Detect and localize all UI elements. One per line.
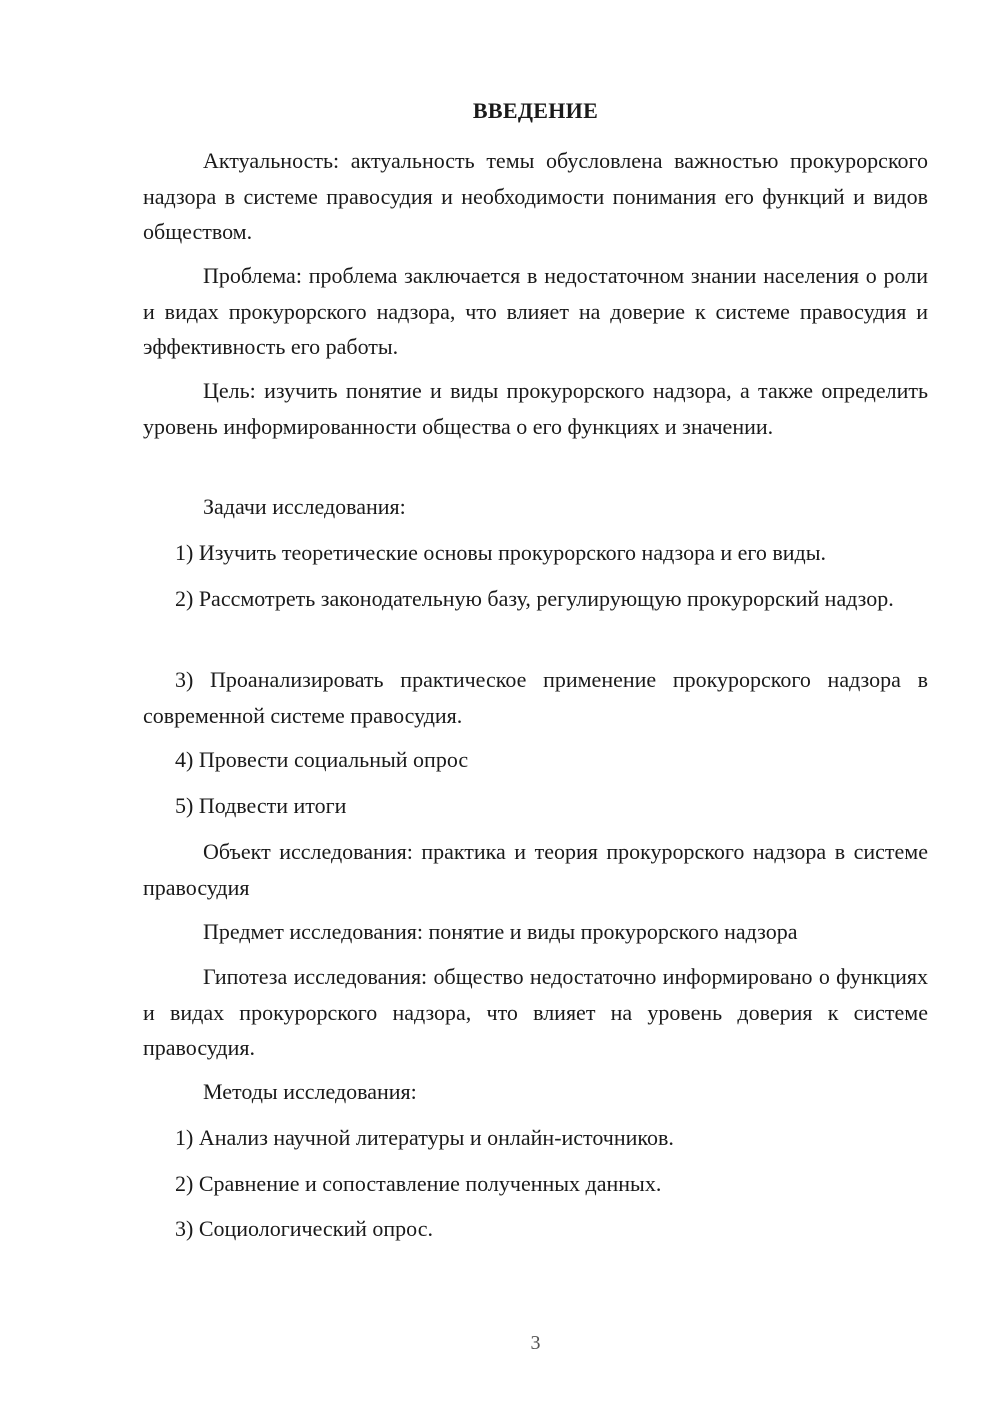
list-item-task-5: 5) Подвести итоги [175,793,347,818]
list-item-task-3: 3) Проанализировать практическое применение прокурорского надзора в современной системе правосудия. [143,667,928,728]
paragraph-problem: Проблема: проблема заключается в недостаточном знании населения о роли и видах прокурорского надзора, что влияет на доверие к системе правосудия и эффективность его работы. [143,263,928,359]
list-item-method-2: 2) Сравнение и сопоставление полученных данных. [175,1171,662,1196]
paragraph-goal: Цель: изучить понятие и виды прокурорского надзора, а также определить уровень информированности общества о его функциях и значении. [143,378,928,439]
list-item-task-1: 1) Изучить теоретические основы прокурорского надзора и его виды. [175,540,827,565]
paragraph-subject: Предмет исследования: понятие и виды прокурорского надзора [203,919,798,944]
paragraph-tasks-heading: Задачи исследования: [203,494,406,519]
paragraph-methods-heading: Методы исследования: [203,1079,417,1104]
list-item-method-1: 1) Анализ научной литературы и онлайн-источников. [175,1125,674,1150]
list-item-method-3: 3) Социологический опрос. [175,1216,433,1241]
paragraph-relevance: Актуальность: актуальность темы обусловлена важностью прокурорского надзора в системе правосудия и необходимости понимания его функций и видов обществом. [143,148,928,244]
paragraph-object: Объект исследования: практика и теория прокурорского надзора в системе правосудия [143,839,928,900]
page-number: 3 [530,1332,541,1354]
list-item-task-4: 4) Провести социальный опрос [175,747,469,772]
paragraph-hypothesis: Гипотеза исследования: общество недостаточно информировано о функциях и видах прокурорского надзора, что влияет на уровень доверия к системе правосудия. [143,964,928,1060]
list-item-task-2: 2) Рассмотреть законодательную базу, регулирующую прокурорский надзор. [175,586,894,611]
page-title: ВВЕДЕНИЕ [472,98,599,123]
document-page [143,0,928,1414]
